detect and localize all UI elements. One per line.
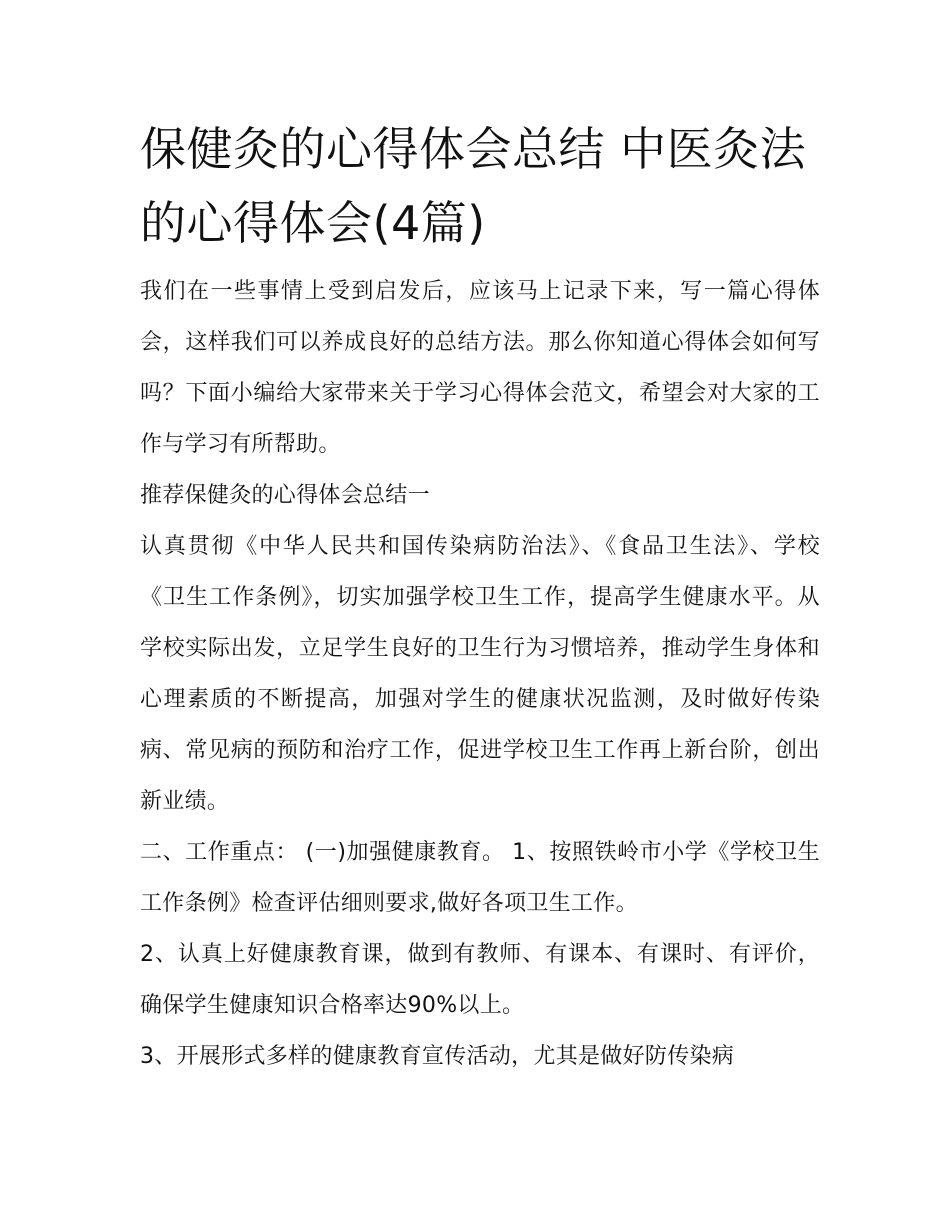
section-heading: 推荐保健灸的心得体会总结一	[140, 483, 430, 508]
work-focus-paragraph: 二、工作重点： (一)加强健康教育。 1、按照铁岭市小学《学校卫生工作条例》检查评估细则要求,做好各项卫生工作。	[140, 840, 820, 916]
document-body	[140, 112, 820, 1082]
intro-paragraph: 我们在一些事情上受到启发后，应该马上记录下来，写一篇心得体会，这样我们可以养成良好的总结方法。那么你知道心得体会如何写吗？下面小编给大家带来关于学习心得体会范文，希望会对大家的工作与学习有所帮助。	[140, 279, 820, 457]
item-2-paragraph: 2、认真上好健康教育课，做到有教师、有课本、有课时、有评价，确保学生健康知识合格率达90%以上。	[140, 942, 820, 1018]
body-paragraph: 认真贯彻《中华人民共和国传染病防治法》、《食品卫生法》、学校《卫生工作条例》，切实加强学校卫生工作，提高学生健康水平。从学校实际出发，立足学生良好的卫生行为习惯培养，推动学生身体和心理素质的不断提高，加强对学生的健康状况监测，及时做好传染病、常见病的预防和治疗工作，促进学校卫生工作再上新台阶，创出新业绩。	[140, 534, 820, 814]
item-3-paragraph: 3、开展形式多样的健康教育宣传活动，尤其是做好防传染病	[140, 1044, 735, 1069]
document-title: 保健灸的心得体会总结 中医灸法的心得体会(4篇)	[140, 122, 807, 250]
